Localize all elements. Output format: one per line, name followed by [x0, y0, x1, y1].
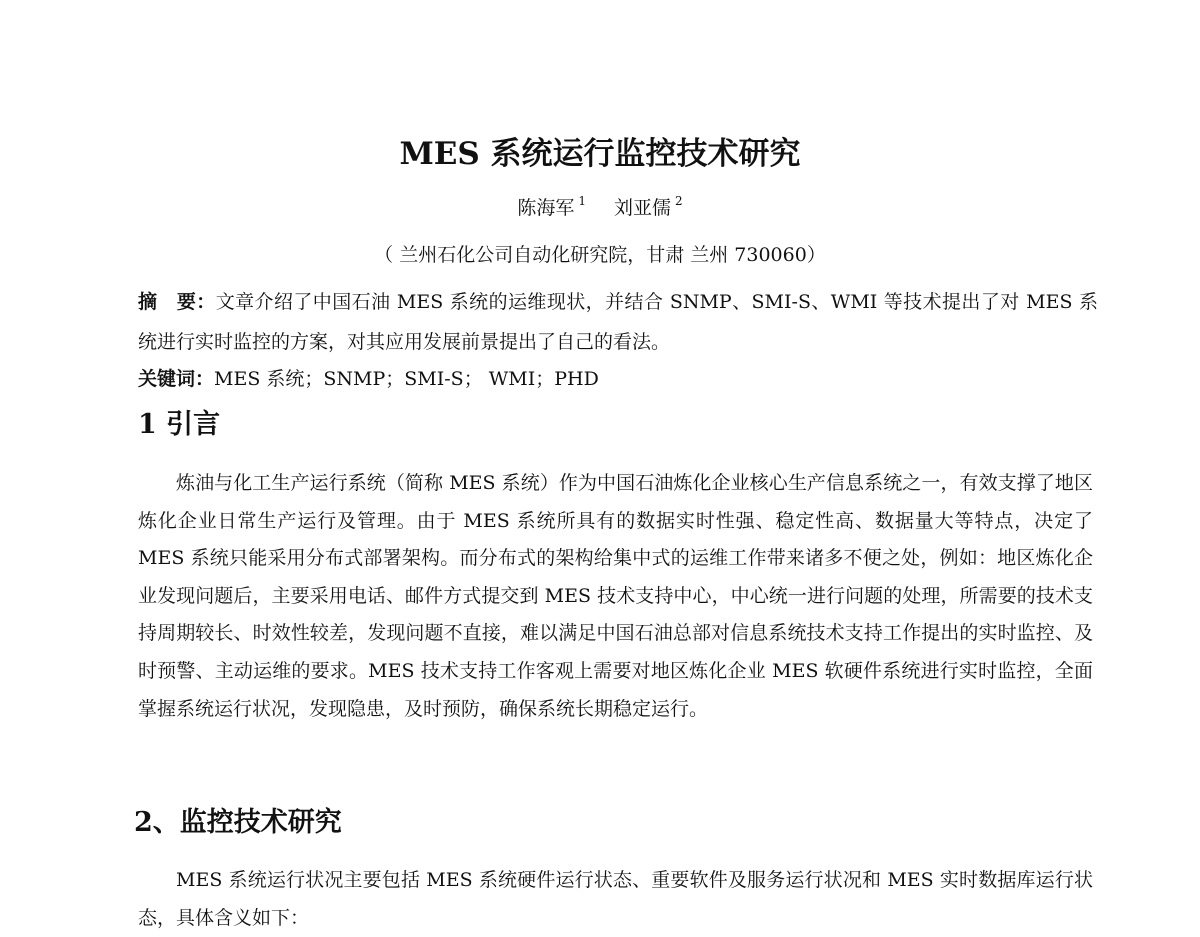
abstract-text: 文章介绍了中国石油 MES 系统的运维现状，并结合 SNMP、SMI-S、WMI 等技术提出了对 MES 系统进行实时监控的方案，对其应用发展前景提出了自己的看法。 [138, 291, 1098, 353]
author-name: 刘亚儒 [614, 197, 672, 219]
abstract-label-char: 要 [176, 291, 197, 313]
author-affiliation-mark: 1 [578, 194, 586, 208]
keywords-text: MES 系统；SNMP；SMI-S； WMI；PHD [214, 368, 599, 390]
section-paragraph-introduction: 炼油与化工生产运行系统（简称 MES 系统）作为中国石油炼化企业核心生产信息系统之一，有效支撑了地区炼化企业日常生产运行及管理。由于 MES 系统所具有的数据实时性强、稳定性高、数据量大等特点，决定了 MES 系统只能采用分布式部署架构。而分布式的架构给集中式的运维工作带来诸多不便之处，例如：地区炼化企业发现问题后，主要采用电话、邮件方式提交到 MES 技术支持中心，中心统一进行问题的处理，所需要的技术支持周期较长、时效性较差，发现问题不直接，难以满足中国石油总部对信息系统技术支持工作提出的实时监控、及时预警、主动运维的要求。MES 技术支持工作客观上需要对地区炼化企业 MES 软硬件系统进行实时监控，全面掌握系统运行状况，发现隐患，及时预防，确保系统长期稳定运行。 [138, 472, 1093, 720]
author-affiliation-mark: 2 [675, 194, 683, 208]
section-paragraph-monitoring: MES 系统运行状况主要包括 MES 系统硬件运行状态、重要软件及服务运行状况和 MES 实时数据库运行状态，具体含义如下： [138, 869, 1093, 929]
author-line [0, 193, 1200, 220]
keywords [138, 364, 1098, 394]
abstract [138, 282, 1098, 362]
author-name: 陈海军 [517, 197, 575, 219]
section-heading-introduction: 1 引言 [138, 409, 221, 440]
affiliation: （ 兰州石化公司自动化研究院，甘肃 兰州 730060） [374, 244, 826, 266]
abstract-label [138, 291, 216, 313]
keywords-label: 关键词： [138, 368, 215, 390]
paper-title: MES 系统运行监控技术研究 [399, 136, 801, 172]
abstract-label-char: 摘 [138, 291, 158, 313]
section-heading-monitoring: 2、监控技术研究 [134, 807, 342, 838]
abstract-label-colon: ： [196, 291, 216, 313]
